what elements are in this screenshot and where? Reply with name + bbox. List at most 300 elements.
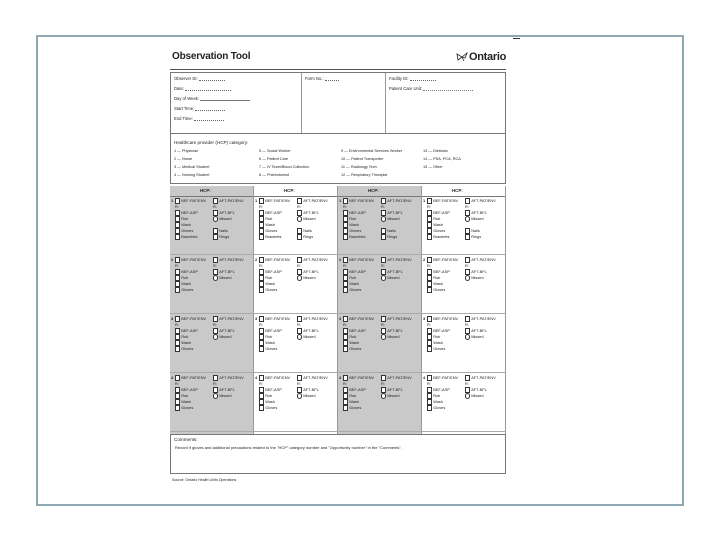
- wash-checkbox[interactable]: [259, 399, 264, 404]
- missed-radio[interactable]: [465, 216, 470, 221]
- rings-label: Rings: [303, 234, 314, 239]
- form-no-label: Form No.:: [305, 76, 324, 81]
- aft-pat-env-label: AFT-PAT/ENV: [219, 257, 244, 262]
- missed-label: Missed: [303, 334, 316, 339]
- wash-checkbox[interactable]: [343, 399, 348, 404]
- nails-label: Nails: [471, 228, 480, 233]
- gloves-label: Gloves: [181, 346, 194, 351]
- r-label: R:: [465, 204, 469, 209]
- missed-label: Missed: [471, 275, 484, 280]
- gloves-checkbox[interactable]: [259, 346, 264, 351]
- gloves-label: Gloves: [349, 287, 362, 292]
- aft-pat-env-label: AFT-PAT/ENV: [303, 375, 328, 380]
- wash-checkbox[interactable]: [343, 281, 348, 286]
- date-row: [174, 86, 231, 91]
- rub-label: Rub: [265, 393, 273, 398]
- wash-checkbox[interactable]: [175, 399, 180, 404]
- bef-pat-env-checkbox[interactable]: [343, 316, 348, 321]
- rub-checkbox[interactable]: [343, 393, 348, 398]
- aft-pat-env-checkbox[interactable]: [381, 198, 386, 203]
- aft-bfl-checkbox[interactable]: [381, 210, 386, 215]
- hcp-column-header: HCP:: [254, 186, 337, 197]
- bef-pat-env-checkbox[interactable]: [427, 198, 432, 203]
- opportunity-cell: [422, 255, 506, 314]
- nails-label: Nails: [387, 228, 396, 233]
- bef-pat-env-label: BEF-PAT/ENV: [181, 198, 207, 203]
- aft-pat-env-checkbox[interactable]: [297, 257, 302, 262]
- wash-checkbox[interactable]: [259, 222, 264, 227]
- bef-pat-env-checkbox[interactable]: [259, 316, 264, 321]
- aft-bfl-checkbox[interactable]: [297, 328, 302, 333]
- r-label: R:: [427, 263, 431, 268]
- bracelets-label: Bracelets: [433, 234, 450, 239]
- bracelets-checkbox[interactable]: [259, 234, 264, 239]
- bef-pat-env-checkbox[interactable]: [259, 257, 264, 262]
- opportunity-cell: [254, 255, 338, 314]
- aft-bfl-checkbox[interactable]: [297, 210, 302, 215]
- rings-label: Rings: [387, 234, 398, 239]
- wash-label: Wash: [181, 222, 191, 227]
- rub-checkbox[interactable]: [259, 393, 264, 398]
- bef-asp-checkbox[interactable]: [427, 269, 432, 274]
- wash-checkbox[interactable]: [427, 340, 432, 345]
- bef-pat-env-checkbox[interactable]: [175, 198, 180, 203]
- rub-checkbox[interactable]: [427, 275, 432, 280]
- patient-care-unit-field[interactable]: [423, 87, 473, 91]
- missed-label: Missed: [387, 393, 400, 398]
- r-label: R:: [259, 263, 263, 268]
- rub-checkbox[interactable]: [175, 334, 180, 339]
- gloves-checkbox[interactable]: [175, 287, 180, 292]
- nails-checkbox[interactable]: [381, 228, 386, 233]
- opportunity-number: 1: [339, 198, 342, 203]
- opportunity-cell: [338, 314, 422, 373]
- gloves-checkbox[interactable]: [343, 228, 348, 233]
- rub-checkbox[interactable]: [175, 393, 180, 398]
- opportunity-cell: [338, 373, 422, 432]
- aft-bfl-label: AFT-BFL: [471, 269, 487, 274]
- gloves-label: Gloves: [181, 405, 194, 410]
- bef-asp-label: BEF-ASP: [265, 210, 282, 215]
- bef-asp-label: BEF-ASP: [265, 269, 282, 274]
- opportunity-cell: [170, 255, 254, 314]
- missed-radio[interactable]: [381, 275, 386, 280]
- missed-radio[interactable]: [381, 334, 386, 339]
- wash-checkbox[interactable]: [343, 340, 348, 345]
- bef-asp-checkbox[interactable]: [343, 328, 348, 333]
- rings-checkbox[interactable]: [213, 234, 218, 239]
- gloves-checkbox[interactable]: [427, 405, 432, 410]
- bef-pat-env-checkbox[interactable]: [427, 257, 432, 262]
- bef-asp-checkbox[interactable]: [427, 387, 432, 392]
- rings-checkbox[interactable]: [465, 234, 470, 239]
- opportunity-number: 1: [171, 198, 174, 203]
- aft-pat-env-label: AFT-PAT/ENV: [219, 316, 244, 321]
- aft-bfl-label: AFT-BFL: [387, 210, 403, 215]
- aft-bfl-label: AFT-BFL: [387, 269, 403, 274]
- aft-bfl-checkbox[interactable]: [381, 387, 386, 392]
- aft-pat-env-checkbox[interactable]: [213, 257, 218, 262]
- hcp-category-item: 1 — Physician: [174, 149, 199, 153]
- rub-checkbox[interactable]: [427, 216, 432, 221]
- hcp-column-header: HCP:: [170, 186, 253, 197]
- aft-pat-env-label: AFT-PAT/ENV: [471, 257, 496, 262]
- bef-pat-env-checkbox[interactable]: [175, 257, 180, 262]
- gloves-checkbox[interactable]: [427, 346, 432, 351]
- facility-row: [389, 76, 436, 81]
- aft-pat-env-checkbox[interactable]: [465, 257, 470, 262]
- wash-checkbox[interactable]: [427, 399, 432, 404]
- wash-checkbox[interactable]: [427, 222, 432, 227]
- opportunity-number: 2: [339, 257, 342, 262]
- rings-checkbox[interactable]: [381, 234, 386, 239]
- bef-pat-env-checkbox[interactable]: [259, 198, 264, 203]
- divider: [385, 73, 386, 133]
- bef-asp-label: BEF-ASP: [433, 269, 450, 274]
- nails-checkbox[interactable]: [213, 228, 218, 233]
- aft-pat-env-checkbox[interactable]: [213, 198, 218, 203]
- opportunity-number: 3: [171, 316, 174, 321]
- hcp-category-item: 8 — Phlebotomist: [259, 173, 289, 177]
- aft-pat-env-label: AFT-PAT/ENV: [219, 198, 244, 203]
- rub-label: Rub: [181, 334, 189, 339]
- bef-pat-env-checkbox[interactable]: [427, 316, 432, 321]
- wash-checkbox[interactable]: [259, 340, 264, 345]
- rub-checkbox[interactable]: [175, 216, 180, 221]
- bef-asp-checkbox[interactable]: [343, 269, 348, 274]
- aft-bfl-checkbox[interactable]: [381, 269, 386, 274]
- bef-pat-env-label: BEF-PAT/ENV: [433, 198, 459, 203]
- rub-checkbox[interactable]: [259, 216, 264, 221]
- observer-id-row: [174, 76, 225, 81]
- hcp-column: [338, 186, 422, 434]
- missed-radio[interactable]: [213, 393, 218, 398]
- opportunity-number: 2: [423, 257, 426, 262]
- hcp-category-item: 2 — Nurse: [174, 157, 193, 161]
- nails-checkbox[interactable]: [297, 228, 302, 233]
- bef-asp-checkbox[interactable]: [259, 269, 264, 274]
- bef-pat-env-checkbox[interactable]: [343, 257, 348, 262]
- observer-id-field[interactable]: [199, 77, 225, 81]
- r-label: R:: [343, 322, 347, 327]
- opportunity-number: 1: [423, 198, 426, 203]
- gloves-label: Gloves: [181, 228, 194, 233]
- missed-label: Missed: [219, 393, 232, 398]
- r-label: R:: [213, 263, 217, 268]
- hcp-column-header: HCP:: [338, 186, 421, 197]
- date-field[interactable]: [185, 87, 231, 91]
- opportunity-cell: [170, 314, 254, 373]
- gloves-checkbox[interactable]: [259, 228, 264, 233]
- aft-pat-env-checkbox[interactable]: [465, 375, 470, 380]
- gloves-checkbox[interactable]: [343, 405, 348, 410]
- gloves-checkbox[interactable]: [259, 287, 264, 292]
- divider: [301, 73, 302, 133]
- bef-asp-label: BEF-ASP: [433, 328, 450, 333]
- bef-asp-label: BEF-ASP: [349, 210, 366, 215]
- footer-source: Source: Ontario Health Units Operations: [172, 478, 237, 482]
- r-label: R:: [259, 204, 263, 209]
- bef-asp-checkbox[interactable]: [343, 210, 348, 215]
- bef-asp-checkbox[interactable]: [259, 387, 264, 392]
- aft-pat-env-label: AFT-PAT/ENV: [303, 316, 328, 321]
- missed-radio[interactable]: [381, 216, 386, 221]
- r-label: R:: [427, 381, 431, 386]
- opportunity-number: 2: [171, 257, 174, 262]
- bef-asp-label: BEF-ASP: [181, 210, 198, 215]
- bef-asp-checkbox[interactable]: [343, 387, 348, 392]
- rub-label: Rub: [349, 334, 357, 339]
- r-label: R:: [381, 381, 385, 386]
- wash-label: Wash: [181, 399, 191, 404]
- wash-label: Wash: [265, 399, 275, 404]
- wash-label: Wash: [265, 281, 275, 286]
- aft-bfl-checkbox[interactable]: [465, 269, 470, 274]
- aft-pat-env-label: AFT-PAT/ENV: [387, 316, 412, 321]
- gloves-label: Gloves: [349, 346, 362, 351]
- opportunity-cell: [422, 314, 506, 373]
- aft-pat-env-checkbox[interactable]: [381, 257, 386, 262]
- start-row: [174, 106, 225, 111]
- opportunity-cell: [422, 196, 506, 255]
- comments-label: Comments:: [174, 437, 198, 442]
- r-label: R:: [213, 322, 217, 327]
- wash-checkbox[interactable]: [175, 340, 180, 345]
- missed-radio[interactable]: [213, 216, 218, 221]
- aft-bfl-checkbox[interactable]: [381, 328, 386, 333]
- opportunity-cell: [170, 373, 254, 432]
- r-label: R:: [297, 263, 301, 268]
- aft-bfl-checkbox[interactable]: [297, 269, 302, 274]
- wash-label: Wash: [433, 222, 443, 227]
- gloves-label: Gloves: [181, 287, 194, 292]
- bef-asp-checkbox[interactable]: [175, 210, 180, 215]
- rub-checkbox[interactable]: [259, 334, 264, 339]
- r-label: R:: [259, 381, 263, 386]
- rub-label: Rub: [349, 275, 357, 280]
- aft-pat-env-checkbox[interactable]: [297, 375, 302, 380]
- gloves-label: Gloves: [349, 405, 362, 410]
- rub-label: Rub: [349, 393, 357, 398]
- bef-pat-env-checkbox[interactable]: [175, 375, 180, 380]
- aft-bfl-checkbox[interactable]: [465, 387, 470, 392]
- bef-asp-label: BEF-ASP: [265, 328, 282, 333]
- bef-pat-env-label: BEF-PAT/ENV: [349, 375, 375, 380]
- opportunity-cell: [254, 196, 338, 255]
- gloves-label: Gloves: [433, 287, 446, 292]
- aft-pat-env-checkbox[interactable]: [213, 316, 218, 321]
- form-no-field[interactable]: [325, 77, 339, 81]
- bracelets-checkbox[interactable]: [343, 234, 348, 239]
- missed-label: Missed: [303, 393, 316, 398]
- missed-label: Missed: [219, 216, 232, 221]
- missed-radio[interactable]: [465, 334, 470, 339]
- aft-bfl-checkbox[interactable]: [213, 387, 218, 392]
- end-time-label: End Time:: [174, 116, 193, 121]
- opportunity-cell: [254, 314, 338, 373]
- wash-checkbox[interactable]: [175, 222, 180, 227]
- r-label: R:: [465, 322, 469, 327]
- end-time-field[interactable]: [194, 117, 224, 121]
- aft-pat-env-checkbox[interactable]: [465, 316, 470, 321]
- missed-radio[interactable]: [381, 393, 386, 398]
- gloves-checkbox[interactable]: [259, 405, 264, 410]
- opportunity-cell: [338, 196, 422, 255]
- aft-bfl-label: AFT-BFL: [471, 210, 487, 215]
- bef-asp-checkbox[interactable]: [175, 269, 180, 274]
- bef-asp-label: BEF-ASP: [181, 269, 198, 274]
- aft-pat-env-label: AFT-PAT/ENV: [471, 198, 496, 203]
- missed-radio[interactable]: [465, 393, 470, 398]
- wash-label: Wash: [181, 281, 191, 286]
- gloves-checkbox[interactable]: [343, 287, 348, 292]
- missed-label: Missed: [387, 216, 400, 221]
- aft-pat-env-checkbox[interactable]: [381, 375, 386, 380]
- nails-checkbox[interactable]: [465, 228, 470, 233]
- opportunity-number: 1: [255, 198, 258, 203]
- missed-radio[interactable]: [297, 393, 302, 398]
- aft-pat-env-label: AFT-PAT/ENV: [303, 257, 328, 262]
- gloves-checkbox[interactable]: [175, 346, 180, 351]
- missed-label: Missed: [303, 275, 316, 280]
- wash-checkbox[interactable]: [427, 281, 432, 286]
- aft-pat-env-checkbox[interactable]: [213, 375, 218, 380]
- aft-bfl-checkbox[interactable]: [297, 387, 302, 392]
- bracelets-label: Bracelets: [349, 234, 366, 239]
- bef-pat-env-checkbox[interactable]: [343, 375, 348, 380]
- rub-label: Rub: [265, 275, 273, 280]
- wash-checkbox[interactable]: [175, 281, 180, 286]
- gloves-checkbox[interactable]: [175, 405, 180, 410]
- hcp-column: [254, 186, 338, 434]
- bracelets-label: Bracelets: [181, 234, 198, 239]
- bracelets-checkbox[interactable]: [427, 234, 432, 239]
- missed-label: Missed: [387, 275, 400, 280]
- gloves-checkbox[interactable]: [343, 346, 348, 351]
- aft-pat-env-checkbox[interactable]: [297, 198, 302, 203]
- r-label: R:: [175, 381, 179, 386]
- rub-checkbox[interactable]: [343, 334, 348, 339]
- gloves-label: Gloves: [433, 346, 446, 351]
- missed-radio[interactable]: [213, 334, 218, 339]
- wash-label: Wash: [433, 340, 443, 345]
- hcp-category-item: 13 — Dietician: [423, 149, 448, 153]
- bef-asp-checkbox[interactable]: [175, 328, 180, 333]
- rub-label: Rub: [433, 216, 441, 221]
- bracelets-checkbox[interactable]: [175, 234, 180, 239]
- bef-pat-env-checkbox[interactable]: [175, 316, 180, 321]
- observation-form: [170, 52, 506, 484]
- wash-checkbox[interactable]: [343, 222, 348, 227]
- aft-pat-env-checkbox[interactable]: [381, 316, 386, 321]
- bef-asp-checkbox[interactable]: [259, 210, 264, 215]
- missed-radio[interactable]: [297, 216, 302, 221]
- rings-label: Rings: [471, 234, 482, 239]
- start-time-field[interactable]: [195, 107, 225, 111]
- bef-asp-checkbox[interactable]: [427, 210, 432, 215]
- opportunity-cell: [338, 255, 422, 314]
- missed-radio[interactable]: [465, 275, 470, 280]
- r-label: R:: [297, 381, 301, 386]
- aft-bfl-label: AFT-BFL: [303, 387, 319, 392]
- bef-asp-checkbox[interactable]: [427, 328, 432, 333]
- aft-bfl-label: AFT-BFL: [471, 387, 487, 392]
- rub-checkbox[interactable]: [259, 275, 264, 280]
- aft-bfl-label: AFT-BFL: [303, 328, 319, 333]
- nails-label: Nails: [219, 228, 228, 233]
- aft-pat-env-label: AFT-PAT/ENV: [387, 198, 412, 203]
- aft-bfl-checkbox[interactable]: [213, 269, 218, 274]
- facility-id-field[interactable]: [410, 77, 436, 81]
- wash-label: Wash: [349, 222, 359, 227]
- bef-pat-env-label: BEF-PAT/ENV: [265, 316, 291, 321]
- rings-checkbox[interactable]: [297, 234, 302, 239]
- gloves-checkbox[interactable]: [175, 228, 180, 233]
- aft-pat-env-checkbox[interactable]: [465, 198, 470, 203]
- wash-checkbox[interactable]: [259, 281, 264, 286]
- bef-pat-env-label: BEF-PAT/ENV: [265, 198, 291, 203]
- rub-label: Rub: [349, 216, 357, 221]
- opportunity-number: 4: [255, 375, 258, 380]
- missed-radio[interactable]: [297, 275, 302, 280]
- gloves-checkbox[interactable]: [427, 228, 432, 233]
- aft-bfl-label: AFT-BFL: [387, 387, 403, 392]
- hcp-category-item: 3 — Medical Student: [174, 165, 210, 169]
- rub-label: Rub: [433, 393, 441, 398]
- gloves-checkbox[interactable]: [427, 287, 432, 292]
- rub-label: Rub: [433, 275, 441, 280]
- hcp-category-item: 6 — Patient Care: [259, 157, 289, 161]
- r-label: R:: [343, 263, 347, 268]
- bef-asp-checkbox[interactable]: [175, 387, 180, 392]
- aft-pat-env-checkbox[interactable]: [297, 316, 302, 321]
- bef-pat-env-checkbox[interactable]: [259, 375, 264, 380]
- bef-pat-env-checkbox[interactable]: [343, 198, 348, 203]
- missed-radio[interactable]: [213, 275, 218, 280]
- r-label: R:: [213, 204, 217, 209]
- comments-box: [170, 434, 506, 474]
- observer-id-label: Observer ID:: [174, 76, 198, 81]
- rub-checkbox[interactable]: [427, 393, 432, 398]
- missed-radio[interactable]: [297, 334, 302, 339]
- rub-checkbox[interactable]: [343, 275, 348, 280]
- wash-label: Wash: [349, 281, 359, 286]
- gloves-label: Gloves: [265, 346, 278, 351]
- rub-checkbox[interactable]: [175, 275, 180, 280]
- aft-bfl-checkbox[interactable]: [465, 210, 470, 215]
- opportunity-number: 3: [339, 316, 342, 321]
- aft-pat-env-label: AFT-PAT/ENV: [471, 375, 496, 380]
- date-label: Date:: [174, 86, 185, 91]
- rub-checkbox[interactable]: [343, 216, 348, 221]
- bef-asp-label: BEF-ASP: [433, 210, 450, 215]
- aft-bfl-checkbox[interactable]: [213, 328, 218, 333]
- r-label: R:: [381, 204, 385, 209]
- hcp-column: [422, 186, 506, 434]
- aft-bfl-label: AFT-BFL: [219, 269, 235, 274]
- bef-asp-checkbox[interactable]: [259, 328, 264, 333]
- form-no-row: [305, 76, 339, 81]
- day-of-week-field[interactable]: [200, 97, 250, 101]
- hcp-column: [170, 186, 254, 434]
- gloves-label: Gloves: [349, 228, 362, 233]
- aft-bfl-checkbox[interactable]: [465, 328, 470, 333]
- logo-text: Ontario: [468, 50, 506, 63]
- rub-checkbox[interactable]: [427, 334, 432, 339]
- r-label: R:: [175, 263, 179, 268]
- aft-bfl-checkbox[interactable]: [213, 210, 218, 215]
- bef-pat-env-checkbox[interactable]: [427, 375, 432, 380]
